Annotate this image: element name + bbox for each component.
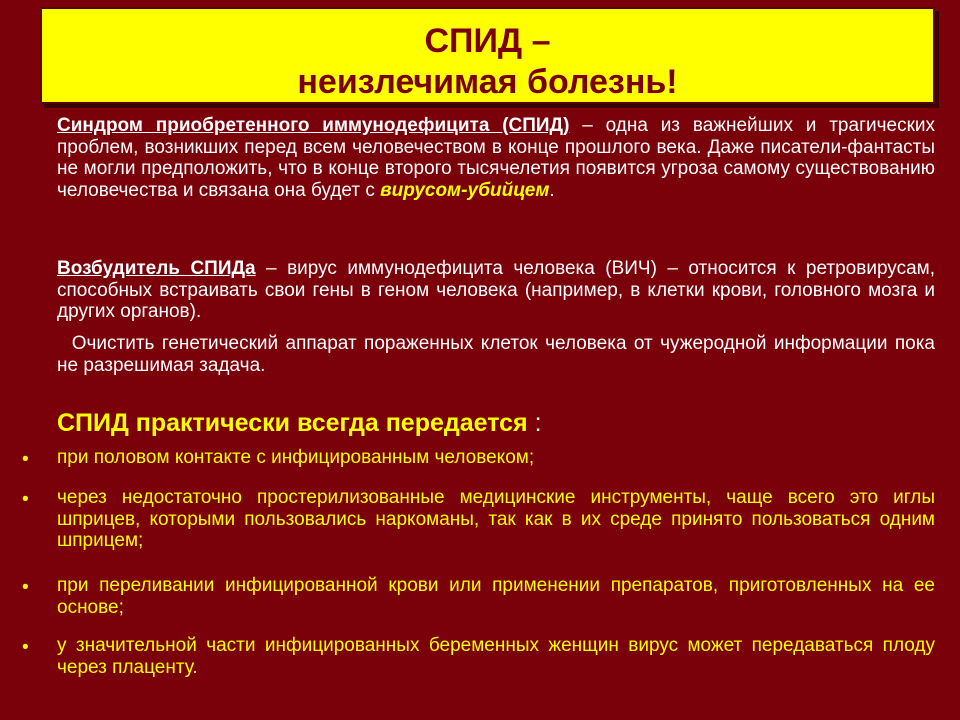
bullet-icon: • [22, 489, 29, 510]
paragraph-pathogen [57, 258, 935, 323]
transmission-heading-text: СПИД практически всегда передается [57, 409, 528, 437]
transmission-heading [57, 407, 542, 439]
transmission-item-mother-to-fetus: у значительной части инфицированных беременных женщин вирус может передаваться плоду через плаценту. [57, 635, 935, 678]
aids-definition-text: – одна из важнейших и трагических проблем, возникших перед всем человечеством в конце прошлого века. Даже писатели-фантасты не могли предположить, что в конце второго тысячелетия появится угроза самому существованию человечества и связана она будет с [57, 115, 935, 201]
transmission-item-sexual-contact: при половом контакте с инфицированным человеком; [57, 447, 535, 468]
paragraph-cure-problem: Очистить генетический аппарат пораженных клеток человека от чужеродной информации пока не разрешимая задача. [57, 333, 941, 376]
slide-title-line-2: неизлечимая болезнь! [297, 63, 678, 101]
transmission-item-blood-transfusion: при переливании инфицированной крови или применении препаратов, приготовленных на ее основе; [57, 575, 935, 618]
aids-definition-term: Синдром приобретенного иммунодефицита (СПИД) [57, 115, 570, 136]
slide-title-line-1: СПИД – [424, 22, 551, 60]
bullet-icon: • [22, 449, 29, 470]
pathogen-text: – вирус иммунодефицита человека (ВИЧ) – относится к ретровирусам, способных встраивать свои гены в геном человека (например, в клетки крови, головного мозга и других органов). [57, 258, 936, 322]
killer-virus-emphasis: вирусом-убийцем [380, 179, 550, 201]
transmission-item-medical-instruments: через недостаточно простерилизованные медицинские инструменты, чаще всего это иглы шприцев, которыми пользовались наркоманы, так как в их среде принято пользоваться одним шприцем; [57, 487, 935, 551]
aids-definition-end: . [549, 179, 555, 201]
bullet-icon: • [22, 577, 29, 598]
paragraph-aids-definition [57, 115, 935, 201]
transmission-heading-colon: : [527, 409, 542, 437]
pathogen-term: Возбудитель СПИДа [57, 258, 256, 279]
bullet-icon: • [22, 637, 29, 658]
title-box [40, 7, 935, 104]
